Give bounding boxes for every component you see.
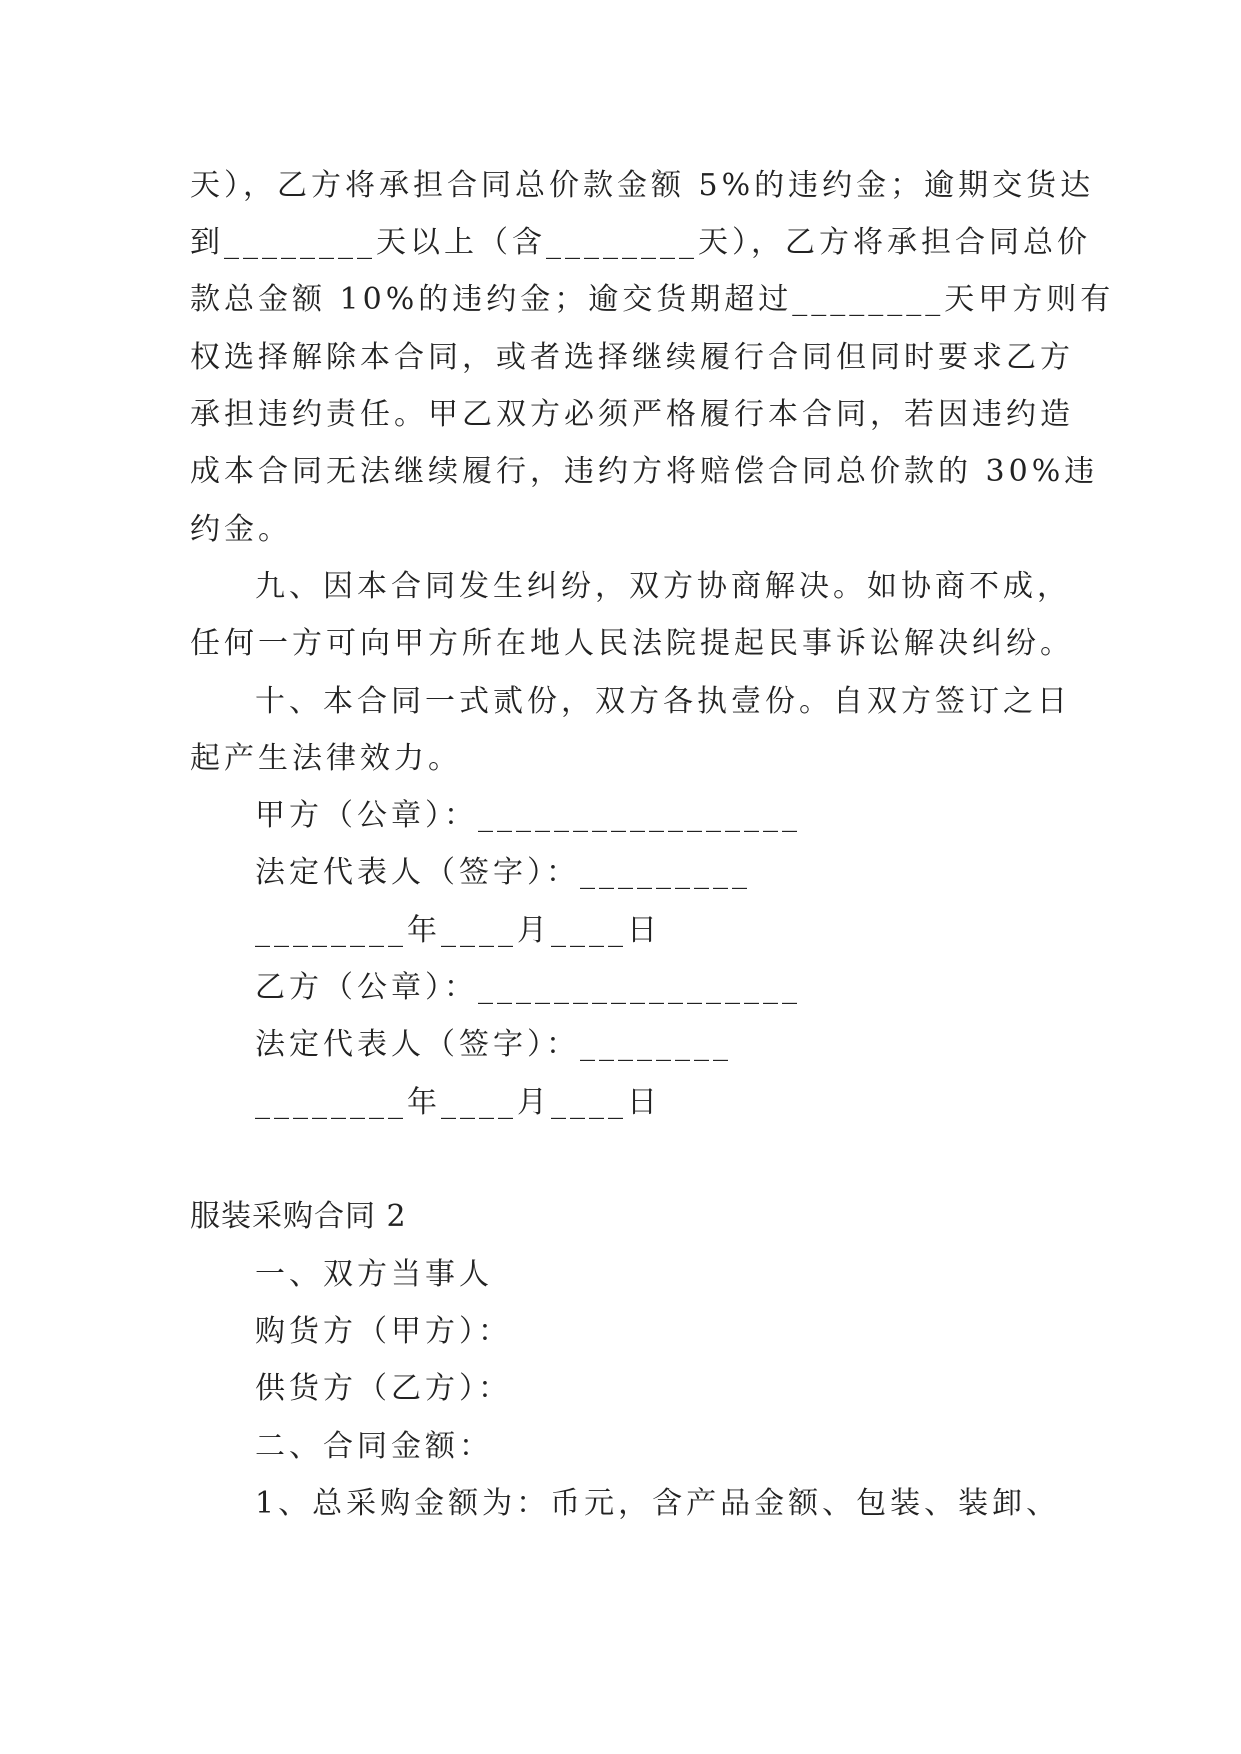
clause-nine-line: 九、因本合同发生纠纷，双方协商解决。如协商不成， [255, 569, 1071, 604]
paragraph-line: 约金。 [190, 512, 292, 547]
section-line: 1、总采购金额为：币元，含产品金额、包装、装卸、 [255, 1486, 1061, 1521]
paragraph-line: 到________天以上（含________天），乙方将承担合同总价 [190, 225, 1091, 260]
paragraph-line: 天），乙方将承担合同总价款金额 5%的违约金；逾期交货达 [190, 168, 1095, 203]
section-line: 供货方（乙方）： [255, 1371, 512, 1406]
paragraph-line: 款总金额 10%的违约金；逾交货期超过________天甲方则有 [190, 282, 1115, 317]
clause-ten-line: 十、本合同一式贰份，双方各执壹份。自双方签订之日 [255, 684, 1071, 719]
party-b-seal-line: 乙方（公章）：_________________ [255, 970, 801, 1005]
party-b-representative-line: 法定代表人（签字）：________ [255, 1027, 732, 1062]
party-a-seal-line: 甲方（公章）：_________________ [255, 798, 801, 833]
section-line: 购货方（甲方）： [255, 1314, 512, 1349]
section-title: 服装采购合同 2 [190, 1199, 407, 1234]
section-line: 一、双方当事人 [255, 1257, 493, 1292]
party-b-date-line: ________年____月____日 [255, 1085, 661, 1120]
clause-ten-line: 起产生法律效力。 [190, 741, 462, 776]
paragraph-line: 权选择解除本合同，或者选择继续履行合同但同时要求乙方 [190, 340, 1074, 375]
party-a-date-line: ________年____月____日 [255, 913, 661, 948]
paragraph-line: 承担违约责任。甲乙双方必须严格履行本合同，若因违约造 [190, 397, 1074, 432]
section-line: 二、合同金额： [255, 1429, 493, 1464]
clause-nine-line: 任何一方可向甲方所在地人民法院提起民事诉讼解决纠纷。 [190, 626, 1074, 661]
paragraph-line: 成本合同无法继续履行，违约方将赔偿合同总价款的 30%违 [190, 454, 1099, 489]
party-a-representative-line: 法定代表人（签字）：_________ [255, 855, 751, 890]
